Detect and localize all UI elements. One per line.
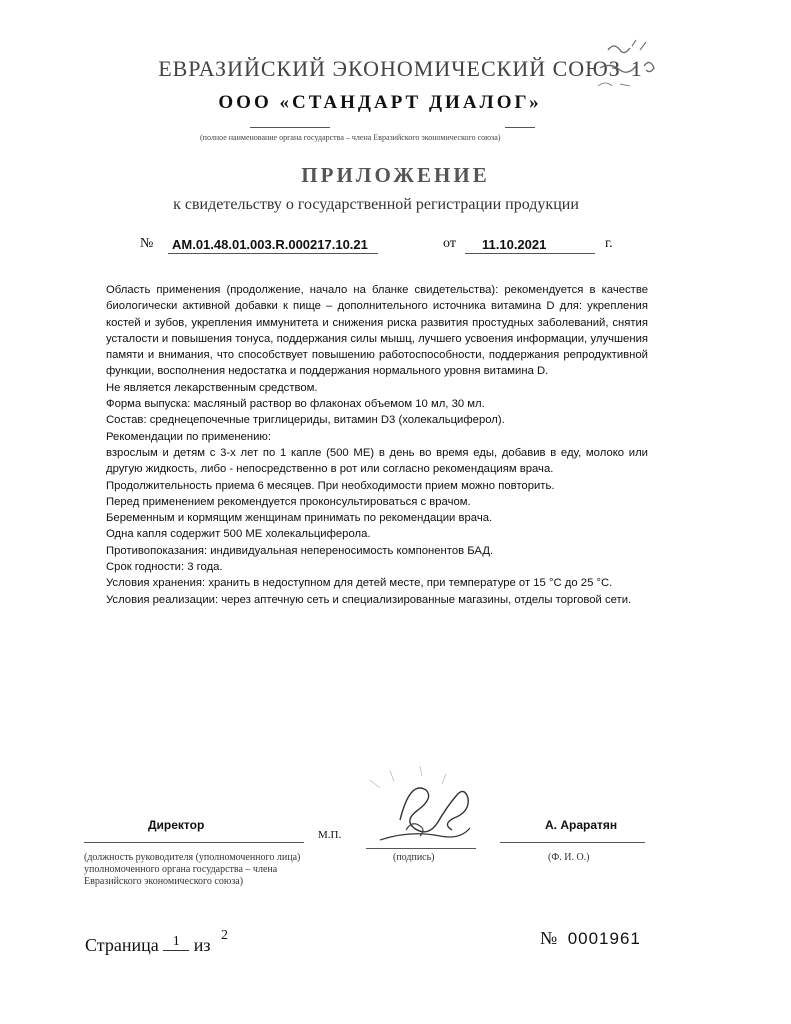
body-text — [106, 282, 648, 608]
of-label: из — [193, 935, 211, 955]
director-title: Директор — [148, 818, 205, 832]
shelf-life-line: Срок годности: 3 года. — [106, 561, 223, 574]
sale-conditions-line: Условия реализации: через аптечную сеть и специализированные магазины, отделы торговой сети. — [106, 593, 632, 606]
union-title — [0, 56, 791, 82]
storage-line: Условия хранения: хранить в недоступном для детей месте, при температуре от 15 °С до 25 °С. — [106, 577, 613, 590]
duration-line: Продолжительность приема 6 месяцев. При необходимости прием можно повторить. — [106, 479, 555, 492]
director-name: А. Араратян — [545, 818, 618, 832]
company-caption: (полное наименование органа государства – члена Евразийского экономического союза) — [200, 133, 501, 142]
consult-line: Перед применением рекомендуется проконсультироваться с врачом. — [106, 495, 471, 508]
application-paragraph: Область применения (продолжение, начало на бланке свидетельства): рекомендуется в качестве биологически активной добавки к пище – дополнительного источника витамина D для: укрепления костей и зубов, укрепления иммунитета и снижения риска развития простудных заболеваний, снятия усталости и повышения тонуса, поддержания силы мышц, лучшего усвоения информации, улучшения памяти и внимания, что способствует повышению работоспособности, поддержания репродуктивной функции, восполнения недостатка и поддержания нормального уровня витамина D. — [106, 284, 648, 378]
position-caption: (должность руководителя (уполномоченного лица) уполномоченного органа государства – члена Евразийского экономического союза) — [84, 852, 301, 887]
header-rule-left — [250, 127, 330, 128]
number-label: № — [140, 236, 154, 251]
name-rule — [500, 842, 645, 843]
company-name: ООО «СТАНДАРТ ДИАЛОГ» — [218, 92, 542, 113]
page-current: 1 — [163, 934, 189, 951]
year-suffix: г. — [605, 236, 613, 251]
date-underline — [465, 253, 595, 254]
header-rule-right — [505, 127, 535, 128]
doc-no-value: 0001961 — [567, 929, 641, 948]
number-underline — [168, 253, 378, 254]
position-rule — [84, 842, 304, 843]
doc-no-label: № — [540, 928, 559, 948]
date-label: от — [443, 236, 456, 251]
not-medicine-line: Не является лекарственным средством. — [106, 381, 318, 394]
dosage-paragraph: взрослым и детям с 3-х лет по 1 капле (500 МЕ) в день во время еды, добавив в еду, молоко или другую жидкость, либо - непосредственно в рот или согласно рекомендациям врача. — [106, 446, 648, 476]
signature-caption: (подпись) — [393, 852, 435, 863]
recommendations-heading: Рекомендации по применению: — [106, 430, 272, 443]
composition-line: Состав: среднецепочечные триглицериды, витамин D3 (холекальциферол). — [106, 414, 505, 427]
union-title-text: ЕВРАЗИЙСКИЙ ЭКОНОМИЧЕСКИЙ СОЮЗ — [158, 56, 621, 81]
document-number — [540, 928, 641, 949]
appendix-subtitle: к свидетельству о государственной регистрации продукции — [173, 196, 579, 213]
page-label: Страница — [85, 935, 159, 955]
release-form-line: Форма выпуска: масляный раствор во флаконах объемом 10 мл, 30 мл. — [106, 398, 485, 411]
union-mark: 1 — [630, 56, 643, 81]
appendix-title: ПРИЛОЖЕНИЕ — [301, 163, 490, 187]
drop-content-line: Одна капля содержит 500 МЕ холекальциферола. — [106, 528, 371, 541]
certificate-date: 11.10.2021 — [482, 237, 547, 252]
name-caption: (Ф. И. О.) — [548, 852, 590, 863]
page-indicator — [85, 928, 228, 956]
page-total: 2 — [220, 928, 228, 943]
contraindications-line: Противопоказания: индивидуальная непереносимость компонентов БАД. — [106, 544, 494, 557]
handwritten-marks-icon — [580, 36, 670, 96]
stamp-label: М.П. — [318, 829, 342, 841]
signature-rule — [366, 848, 476, 849]
certificate-number: AM.01.48.01.003.R.000217.10.21 — [172, 237, 368, 252]
pregnancy-line: Беременным и кормящим женщинам принимать по рекомендации врача. — [106, 512, 493, 525]
